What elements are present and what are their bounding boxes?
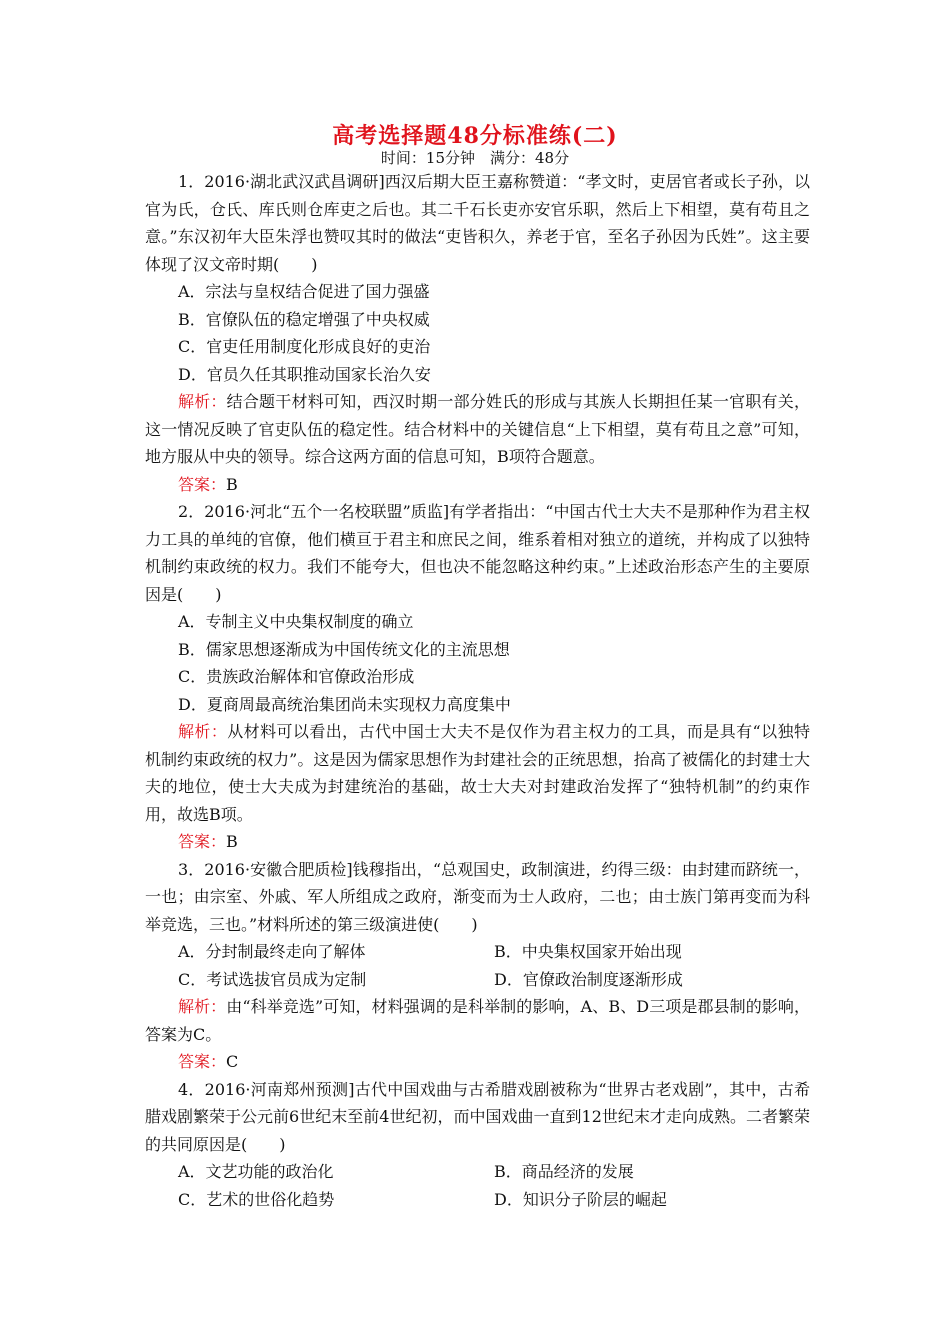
answer-value: B (226, 832, 238, 851)
analysis-label: 解析： (178, 722, 228, 741)
analysis (145, 388, 810, 471)
question-stem: 1．2016·湖北武汉武昌调研]西汉后期大臣王嘉称赞道：“孝文时，吏居官者或长子孙，以官为氏，仓氏、库氏则仓库吏之后也。其二千石长吏亦安官乐职，然后上下相望，莫有苟且之意。”东汉初年大臣朱浮也赞叹其时的做法“吏皆积久，养老于官，至名子孙因为氏姓”。这主要体现了汉文帝时期( ) (145, 172, 810, 274)
option-a: A．宗法与皇权结合促进了国力强盛 (178, 282, 430, 301)
option-a: A．专制主义中央集权制度的确立 (178, 612, 414, 631)
option-d: D．官僚政治制度逐渐形成 (494, 969, 683, 989)
analysis-label: 解析： (178, 392, 227, 411)
option-d: D．夏商周最高统治集团尚未实现权力高度集中 (178, 694, 511, 714)
option-row (145, 1186, 810, 1214)
question-2 (145, 498, 810, 856)
page-subtitle: 时间：15分钟 满分：48分 (380, 149, 570, 167)
option-b: B．中央集权国家开始出现 (494, 942, 682, 961)
analysis-text: 结合题干材料可知，西汉时期一部分姓氏的形成与其族人长期担任某一官职有关，这一情况反映了官吏队伍的稳定性。结合材料中的关键信息“上下相望，莫有苟且之意”可知，地方服从中央的领导。综合这两方面的信息可知，B项符合题意。 (145, 392, 810, 466)
answer-value: B (226, 474, 238, 494)
option-c: C．考试选拔官员成为定制 (178, 969, 367, 989)
option-b: B．官僚队伍的稳定增强了中央权威 (178, 309, 430, 329)
question-stem: 2．2016·河北“五个一名校联盟”质监]有学者指出：“中国古代士大夫不是那种作为君主权力工具的单纯的官僚，他们横亘于君主和庶民之间，维系着相对独立的道统，并构成了以独特机制约束政统的权力。我们不能夸大，但也决不能忽略这种约束。”上述政治形态产生的主要原因是( ) (145, 502, 810, 604)
answer (145, 1048, 810, 1076)
question-stem: 4．2016·河南郑州预测]古代中国戏曲与古希腊戏剧被称为“世界古老戏剧”，其中，古希腊戏剧繁荣于公元前6世纪末至前4世纪初，而中国戏曲一直到12世纪末才走向成熟。二者繁荣的共同原因是( ) (145, 1079, 810, 1154)
option-c: C．贵族政治解体和官僚政治形成 (178, 667, 415, 686)
option-a: A．文艺功能的政治化 (178, 1162, 334, 1181)
answer-label: 答案： (178, 832, 227, 851)
question-1 (145, 168, 810, 498)
answer (145, 471, 810, 499)
option-row (145, 1158, 810, 1186)
option-c: C．官吏任用制度化形成良好的吏治 (178, 337, 431, 356)
option-d: D．知识分子阶层的崛起 (494, 1189, 667, 1209)
analysis (145, 993, 810, 1048)
question-3 (145, 856, 810, 1076)
answer-label: 答案： (178, 474, 227, 494)
option-c: C．艺术的世俗化趋势 (178, 1189, 335, 1209)
analysis-label: 解析： (178, 997, 227, 1016)
answer (145, 828, 810, 856)
option-d: D．官员久任其职推动国家长治久安 (178, 364, 431, 384)
analysis-text: 由“科举竞选”可知，材料强调的是科举制的影响，A、B、D三项是郡县制的影响，答案为C。 (145, 997, 810, 1044)
option-b: B．儒家思想逐渐成为中国传统文化的主流思想 (178, 639, 510, 659)
question-list (145, 168, 810, 1213)
option-a: A．分封制最终走向了解体 (178, 942, 366, 961)
analysis (145, 718, 810, 828)
question-stem: 3．2016·安徽合肥质检]钱穆指出，“总观国史，政制演进，约得三级：由封建而跻统一，一也；由宗室、外戚、军人所组成之政府，渐变而为士人政府，二也；由士族门第再变而为科举竞选，三也。”材料所述的第三级演进使( ) (145, 859, 810, 934)
answer-label: 答案： (178, 1052, 227, 1071)
analysis-text: 从材料可以看出，古代中国士大夫不是仅作为君主权力的工具，而是具有“以独特机制约束政统的权力”。这是因为儒家思想作为封建社会的正统思想，抬高了被儒化的封建士大夫的地位，使士大夫成为封建统治的基础，故士大夫对封建政治发挥了“独特机制”的约束作用，故选B项。 (145, 722, 810, 824)
page-title: 高考选择题48分标准练(二) (332, 123, 618, 149)
answer-value: C (226, 1052, 239, 1071)
option-row (145, 966, 810, 994)
option-b: B．商品经济的发展 (494, 1162, 634, 1181)
option-row (145, 938, 810, 966)
question-4 (145, 1076, 810, 1214)
